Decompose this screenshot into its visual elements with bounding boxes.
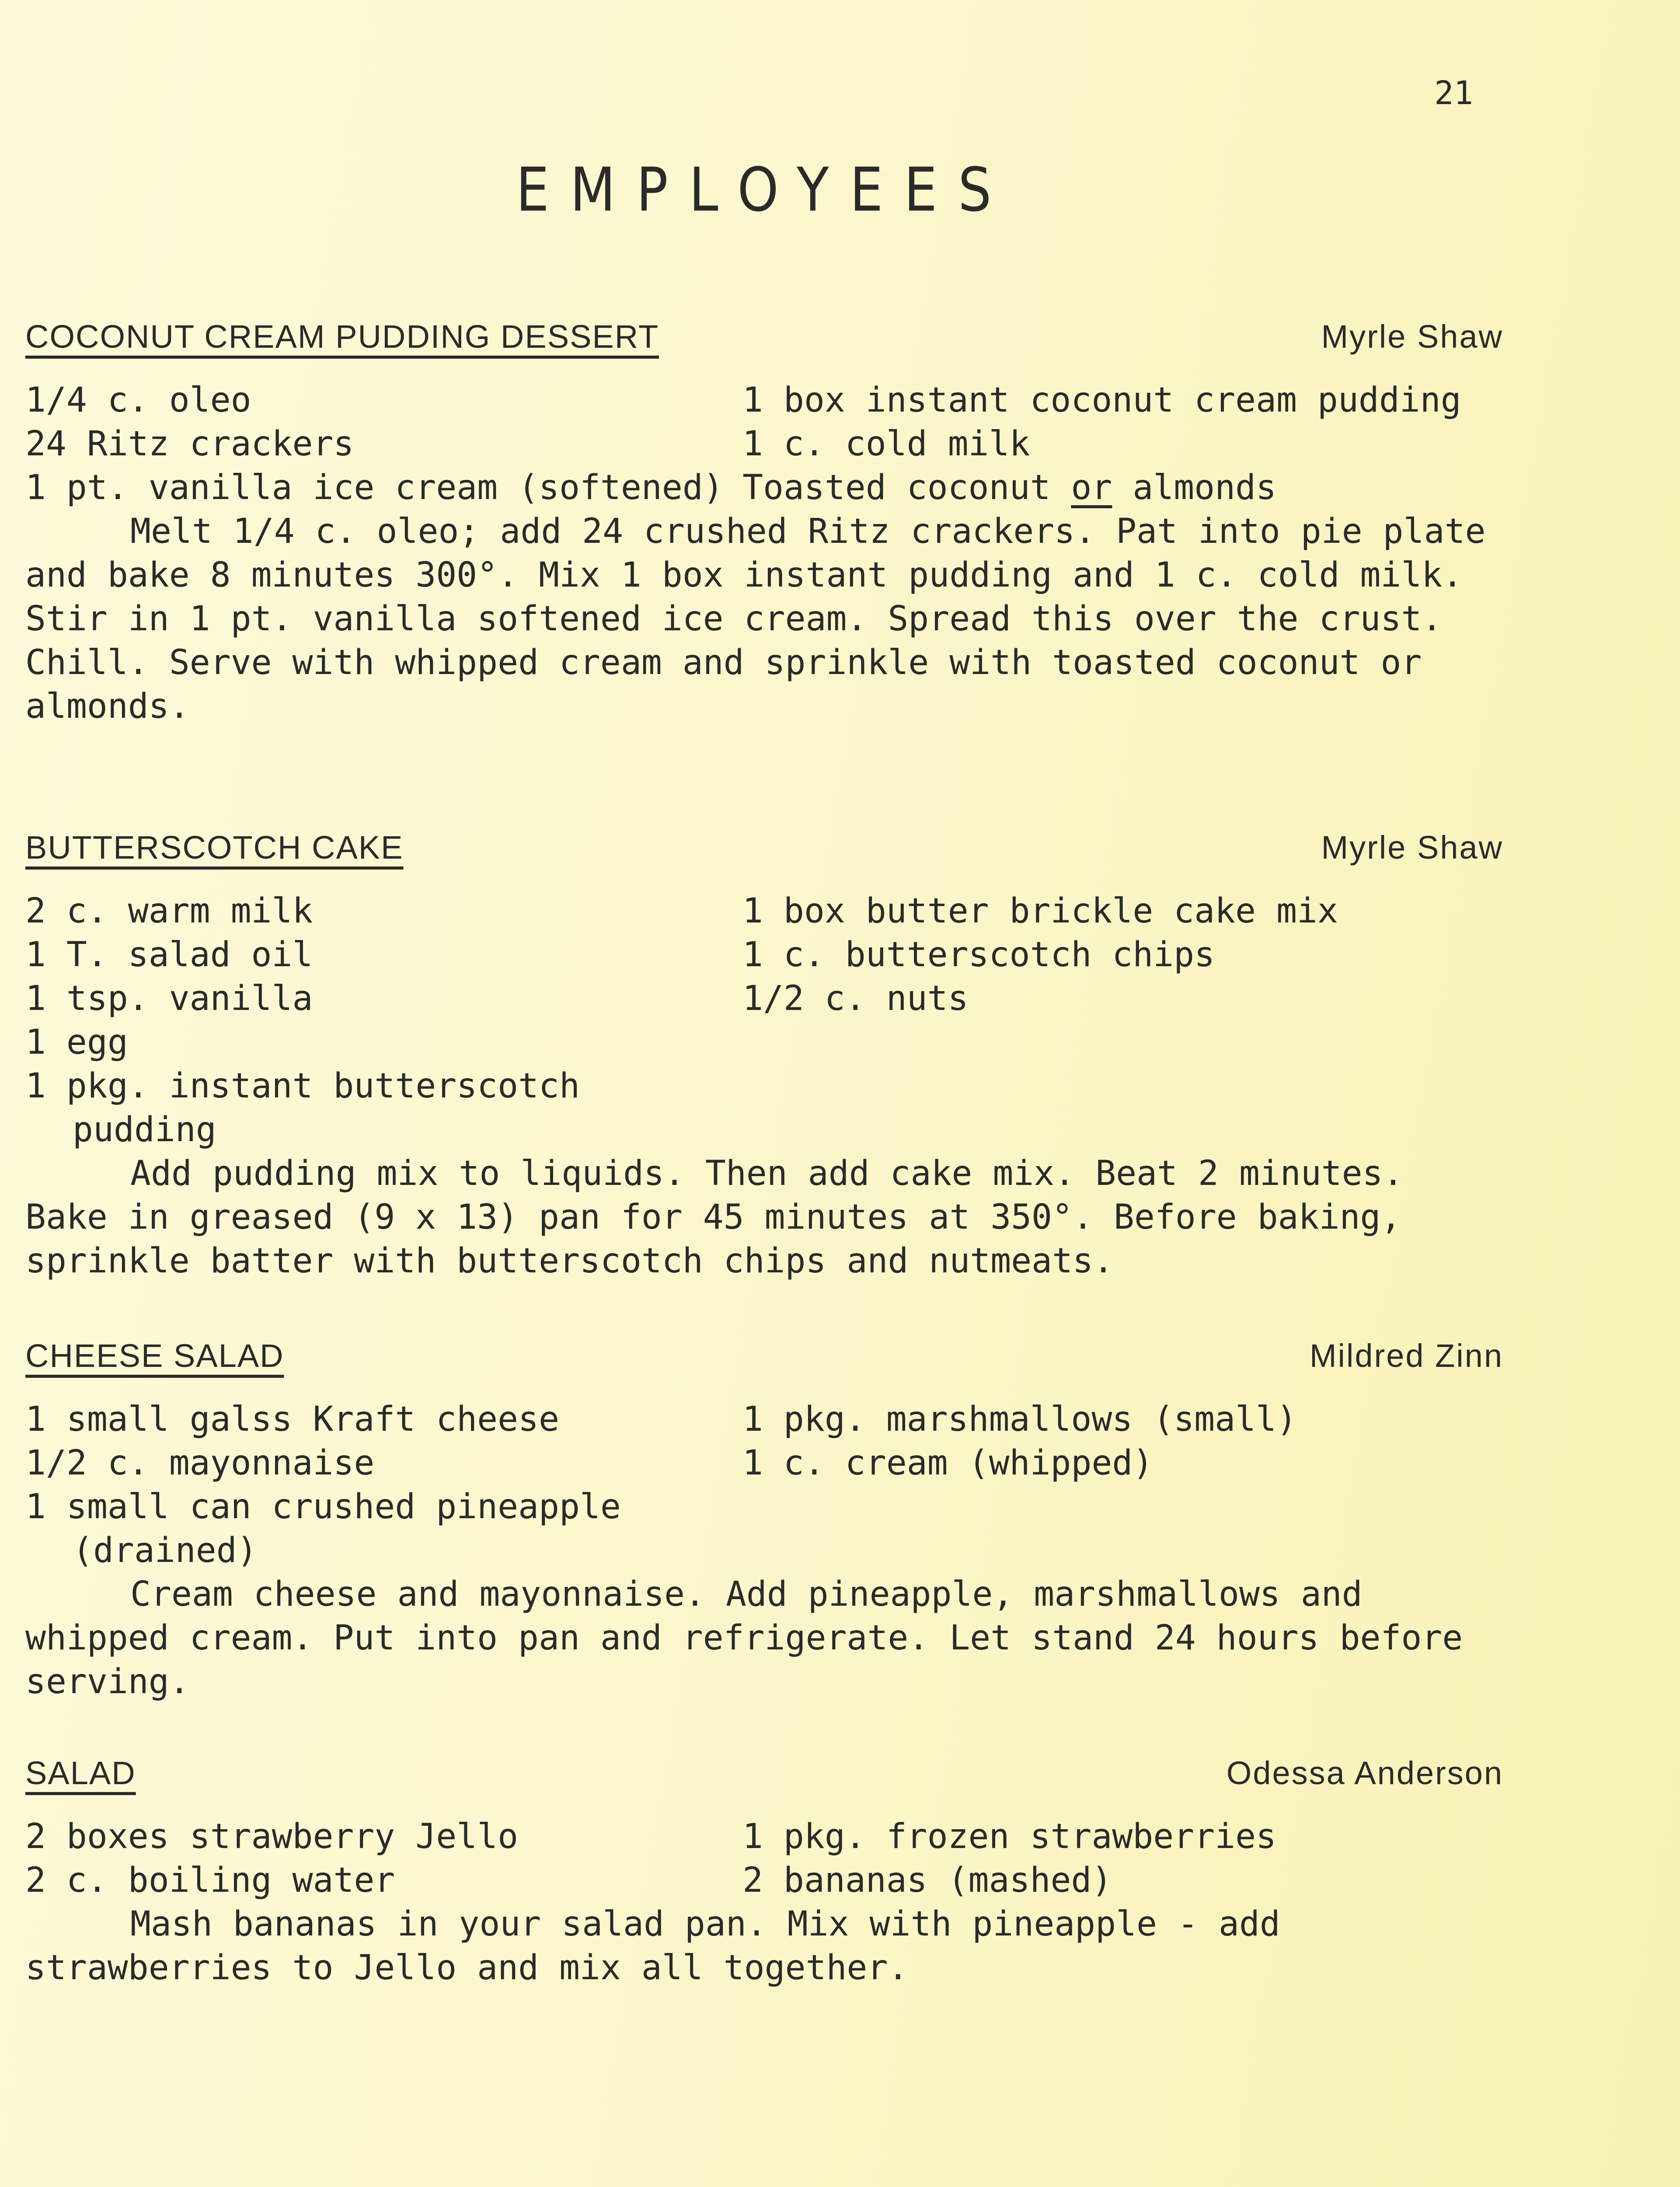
instructions-text: Cream cheese and mayonnaise. Add pineapple, marshmallows and whipped cream. Put into pan and refrigerate. Let stand 24 hours before serving. [25, 1575, 1463, 1701]
ingredient: 1 box butter brickle cake mix [742, 891, 1338, 931]
ingredient: 1 small galss Kraft cheese [25, 1400, 559, 1439]
page-number: 21 [1434, 74, 1474, 112]
ingredients-right-column [742, 889, 1503, 1152]
ingredient: 1 T. salad oil [25, 935, 313, 975]
ingredient: 1/2 c. nuts [742, 979, 969, 1018]
recipe-title: COCONUT CREAM PUDDING DESSERT [25, 318, 659, 355]
ingredient: 1 c. cream (whipped) [742, 1443, 1154, 1483]
ingredients-left-column [25, 1397, 742, 1572]
recipe-header [25, 826, 1503, 870]
ingredients-left-column [25, 889, 742, 1152]
recipe-author: Odessa Anderson [1226, 1755, 1503, 1791]
ingredient: 1 pt. vanilla ice cream (softened) [25, 468, 724, 507]
ingredient: 1 pkg. instant butterscotch pudding [25, 1066, 600, 1149]
ingredients-right-column [742, 1397, 1503, 1572]
ingredient: 2 boxes strawberry Jello [25, 1817, 519, 1856]
ingredient: 1 egg [25, 1023, 128, 1062]
recipe-title: SALAD [25, 1755, 136, 1791]
recipe-author: Mildred Zinn [1309, 1338, 1503, 1374]
ingredient-text: almonds [1112, 468, 1276, 507]
recipe-coconut-cream-pudding-dessert [25, 315, 1503, 728]
ingredient-text: Toasted coconut [742, 468, 1071, 507]
ingredient-list [25, 378, 1503, 510]
recipe-instructions [25, 1152, 1503, 1283]
recipe-title: CHEESE SALAD [25, 1338, 284, 1374]
ingredient: 2 c. boiling water [25, 1861, 395, 1900]
ingredient: 2 c. warm milk [25, 891, 313, 931]
ingredient: 1 c. butterscotch chips [742, 935, 1215, 975]
ingredients-left-column [25, 1815, 742, 1902]
ingredient: 1 pkg. marshmallows (small) [742, 1400, 1297, 1439]
ingredient-list [25, 889, 1503, 1152]
instructions-text: Mash bananas in your salad pan. Mix with pineapple - add strawberries to Jello and mix all together. [25, 1904, 1280, 1988]
ingredients-left-column [25, 378, 742, 510]
ingredients-right-column [742, 1815, 1503, 1902]
section-title: EMPLOYEES [516, 155, 1013, 225]
ingredient [742, 466, 1503, 510]
recipe-header [25, 1334, 1503, 1378]
ingredient: 1 small can crushed pineapple (drained) [25, 1487, 641, 1570]
ingredient: 24 Ritz crackers [25, 424, 354, 464]
recipe-salad [25, 1751, 1503, 1990]
ingredient: 1 pkg. frozen strawberries [742, 1817, 1276, 1856]
ingredients-right-column [742, 378, 1503, 510]
recipe-instructions [25, 1572, 1503, 1704]
instructions-text: Melt 1/4 c. oleo; add 24 crushed Ritz crackers. Pat into pie plate and bake 8 minutes 300°. Mix 1 box instant pudding and 1 c. cold milk. Stir in 1 pt. vanilla softened ice cream. Spread this over the crust. Chill. Serve with whipped cream and sprinkle with toasted coconut or almonds. [25, 512, 1486, 726]
ingredient-list [25, 1397, 1503, 1572]
ingredient-list [25, 1815, 1503, 1902]
ingredient: 1 tsp. vanilla [25, 979, 313, 1018]
recipe-header [25, 315, 1503, 359]
recipe-author: Myrle Shaw [1321, 318, 1503, 355]
recipe-cheese-salad [25, 1334, 1503, 1704]
recipe-butterscotch-cake [25, 826, 1503, 1283]
ingredient: 1 c. cold milk [742, 424, 1030, 464]
recipe-author: Myrle Shaw [1321, 829, 1503, 866]
recipe-title: BUTTERSCOTCH CAKE [25, 829, 404, 866]
underlined-word: or [1071, 468, 1112, 507]
recipe-header [25, 1751, 1503, 1795]
instructions-text: Add pudding mix to liquids. Then add cake mix. Beat 2 minutes. Bake in greased (9 x 13) pan for 45 minutes at 350°. Before baking, sprinkle batter with butterscotch chips and nutmeats. [25, 1154, 1404, 1281]
ingredient: 1 box instant coconut cream pudding [742, 381, 1461, 420]
recipe-instructions [25, 1902, 1503, 1990]
ingredient: 1/2 c. mayonnaise [25, 1443, 375, 1483]
recipe-instructions [25, 510, 1503, 728]
ingredient: 2 bananas (mashed) [742, 1861, 1112, 1900]
ingredient: 1/4 c. oleo [25, 381, 251, 420]
